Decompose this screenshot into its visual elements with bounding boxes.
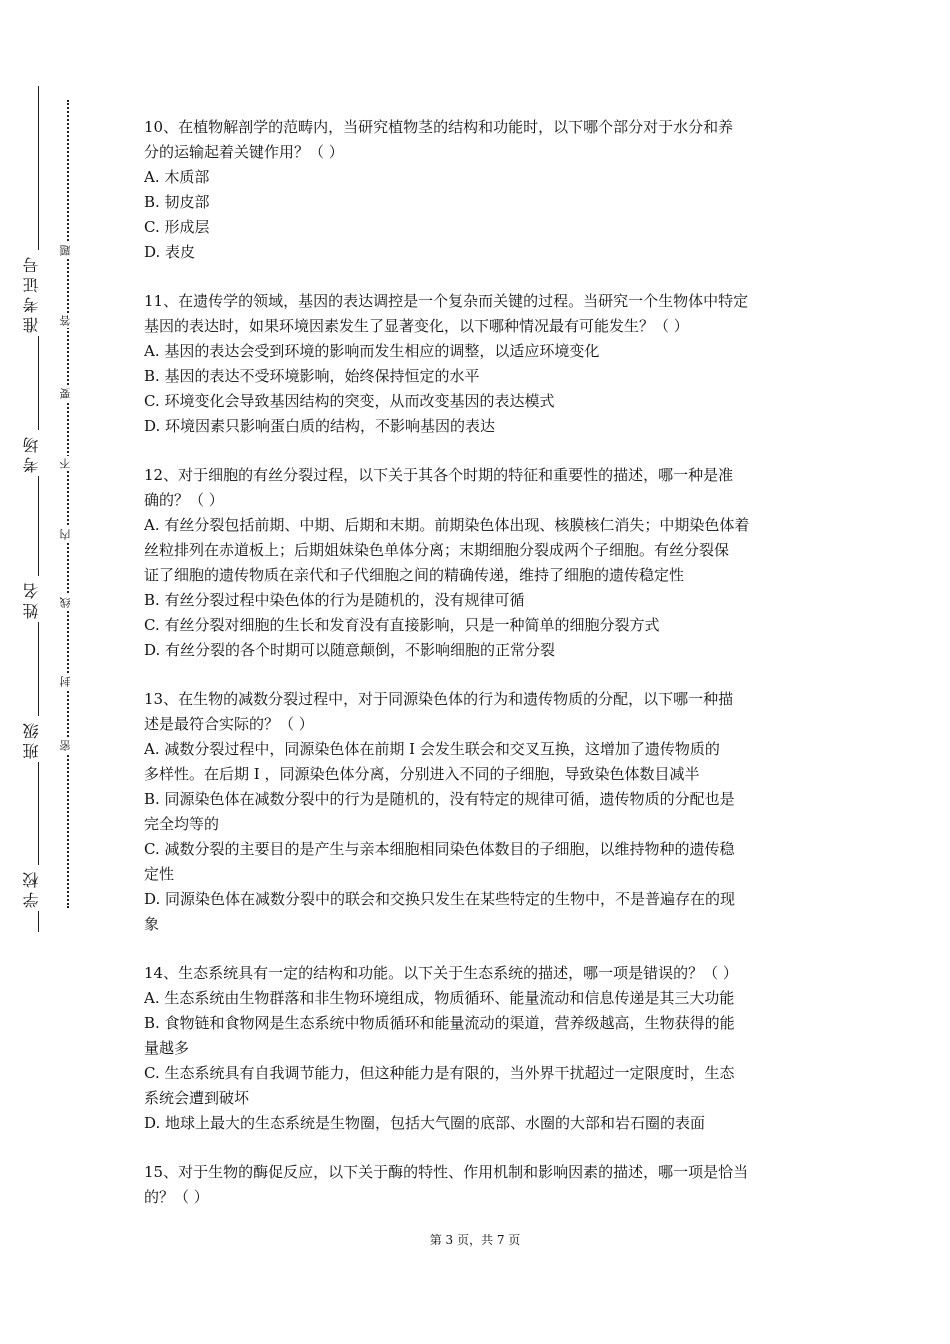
option-a: A. 木质部 [144,168,210,186]
question-13 [144,687,814,937]
school-label: 学校 [20,865,42,911]
option-b: B. 食物链和食物网是生态系统中物质循环和能量流动的渠道，营养级越高，生物获得的能 [144,1014,735,1032]
option-c: C. 形成层 [144,218,210,236]
question-stem: 基因的表达时，如果环境因素发生了显著变化，以下哪种情况最有可能发生？（ ） [144,317,689,335]
option-c-continued: 系统会遭到破坏 [144,1089,250,1107]
option-b: B. 有丝分裂过程中染色体的行为是随机的，没有规律可循 [144,591,525,609]
option-d: D. 环境因素只影响蛋白质的结构，不影响基因的表达 [144,417,496,435]
name-label: 姓名 [20,576,42,622]
question-15 [144,1160,814,1210]
question-list [144,115,814,1234]
option-b: B. 同源染色体在减数分裂中的行为是随机的，没有特定的规律可循，遗传物质的分配也是 [144,790,735,808]
question-stem: 15、对于生物的酶促反应，以下关于酶的特性、作用机制和影响因素的描述，哪一项是恰当 [144,1163,749,1181]
option-c: C. 生态系统具有自我调节能力，但这种能力是有限的，当外界干扰超过一定限度时，生态 [144,1064,735,1082]
seal-char: 线 [58,595,76,610]
option-d: D. 有丝分裂的各个时期可以随意颠倒，不影响细胞的正常分裂 [144,641,556,659]
option-d: D. 同源染色体在减数分裂中的联会和交换只发生在某些特定的生物中，不是普遍存在的现 [144,890,736,908]
option-b: B. 韧皮部 [144,193,210,211]
option-a: A. 减数分裂过程中，同源染色体在前期 I 会发生联会和交叉互换，这增加了遗传物质的 [144,740,720,758]
question-12 [144,463,814,663]
seal-char: 要 [58,386,76,401]
seal-char: 不 [58,456,76,471]
seal-char: 答 [58,313,76,328]
option-a-continued: 丝粒排列在赤道板上；后期姐妹染色单体分离；末期细胞分裂成两个子细胞。有丝分裂保 [144,541,730,559]
option-a-continued: 证了细胞的遗传物质在亲代和子代细胞之间的精确传递，维持了细胞的遗传稳定性 [144,566,685,584]
option-b: B. 基因的表达不受环境影响，始终保持恒定的水平 [144,367,480,385]
option-a: A. 有丝分裂包括前期、中期、后期和末期。前期染色体出现、核膜核仁消失；中期染色体着 [144,516,750,534]
question-11 [144,289,814,439]
question-stem: 13、在生物的减数分裂过程中，对于同源染色体的行为和遗传物质的分配，以下哪一种描 [144,690,734,708]
option-c: C. 减数分裂的主要目的是产生与亲本细胞相同染色体数目的子细胞，以维持物种的遗传稳 [144,840,735,858]
question-stem: 11、在遗传学的领域，基因的表达调控是一个复杂而关键的过程。当研究一个生物体中特定 [144,292,749,310]
question-10 [144,115,814,265]
question-stem: 14、生态系统具有一定的结构和功能。以下关于生态系统的描述，哪一项是错误的？（ ） [144,964,738,982]
seal-char: 封 [58,674,76,689]
option-b-continued: 量越多 [144,1039,190,1057]
option-c: C. 环境变化会导致基因结构的突变，从而改变基因的表达模式 [144,392,555,410]
question-stem: 述是最符合实际的？（ ） [144,715,314,733]
seal-dotted-line [67,100,69,908]
option-d: D. 表皮 [144,243,196,261]
option-a: A. 基因的表达会受到环境的影响而发生相应的调整，以适应环境变化 [144,342,600,360]
binding-line [38,86,39,932]
option-a: A. 生态系统由生物群落和非生物环境组成，物质循环、能量流动和信息传递是其三大功能 [144,989,735,1007]
seal-char: 内 [58,527,76,542]
seal-char: 密 [58,738,76,753]
question-stem: 12、对于细胞的有丝分裂过程，以下关于其各个时期的特征和重要性的描述，哪一种是准 [144,466,734,484]
option-d: D. 地球上最大的生态系统是生物圈，包括大气圈的底部、水圈的大部和岩石圈的表面 [144,1114,706,1132]
question-stem: 的？（ ） [144,1188,209,1206]
question-stem: 确的？（ ） [144,491,224,509]
option-c: C. 有丝分裂对细胞的生长和发育没有直接影响，只是一种简单的细胞分裂方式 [144,616,660,634]
page-footer: 第 3 页，共 7 页 [429,1233,521,1247]
option-c-continued: 定性 [144,865,175,883]
seal-char: 题 [58,243,76,258]
question-stem: 10、在植物解剖学的范畴内，当研究植物茎的结构和功能时，以下哪个部分对于水分和养 [144,118,734,136]
question-14 [144,961,814,1136]
option-b-continued: 完全均等的 [144,815,220,833]
option-a-continued: 多样性。在后期 I ，同源染色体分离，分别进入不同的子细胞，导致染色体数目减半 [144,765,700,783]
exam-room-label: 考场 [20,430,42,476]
option-d-continued: 象 [144,915,160,933]
admission-number-label: 准考证号 [20,250,42,336]
question-stem: 分的运输起着关键作用？（ ） [144,143,344,161]
class-label: 班级 [20,716,42,762]
